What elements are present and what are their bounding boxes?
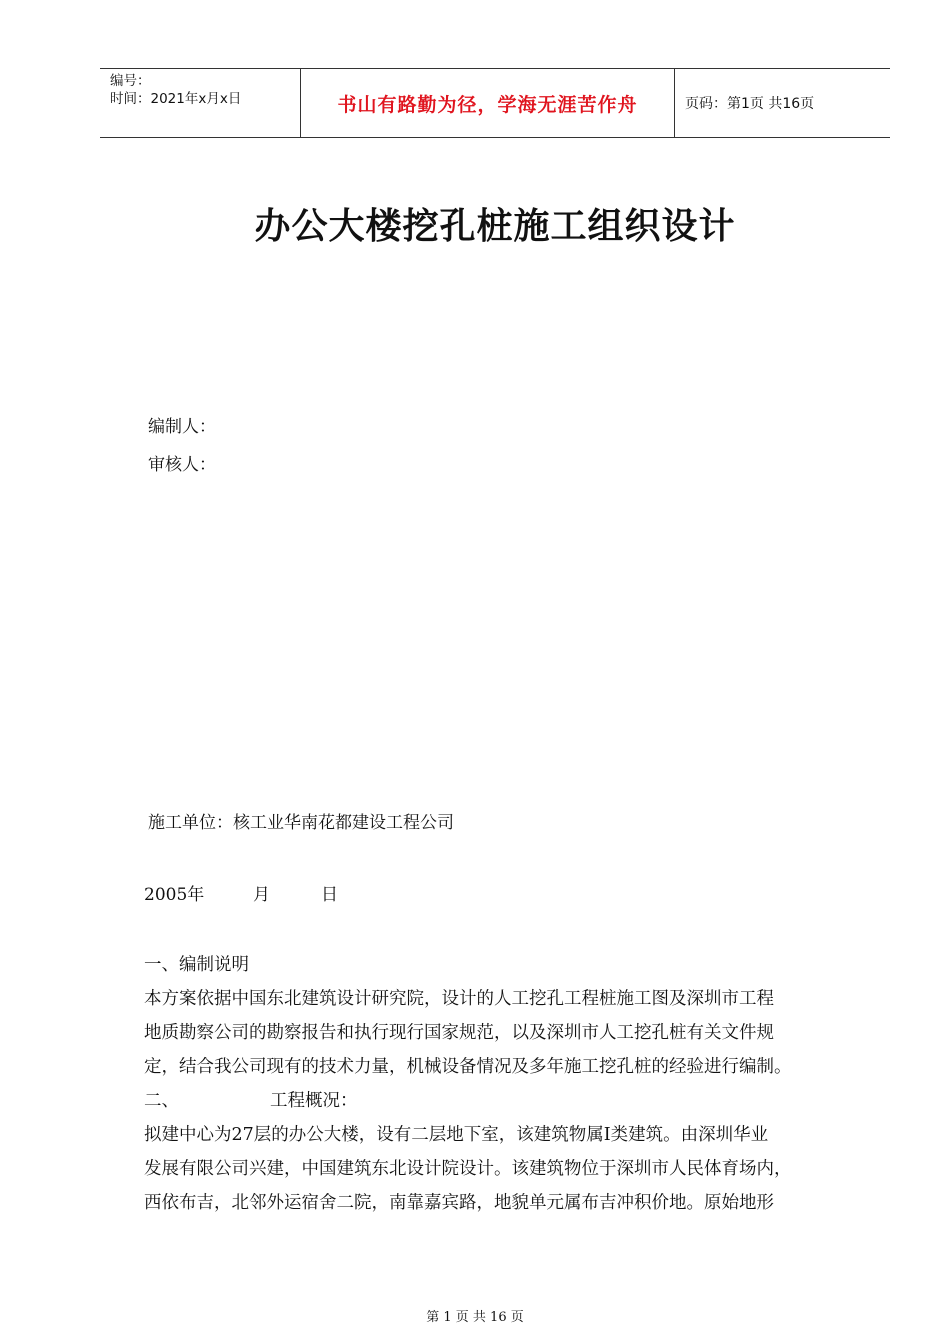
document-title: 办公大楼挖孔桩施工组织设计	[254, 206, 736, 247]
reviewer-label: 审核人：	[148, 455, 216, 475]
section1-line: 地质勘察公司的勘察报告和执行现行国家规范，以及深圳市人工挖孔桩有关文件规	[144, 1023, 774, 1043]
construction-unit: 施工单位：核工业华南花都建设工程公司	[148, 813, 454, 833]
time-label: 时间：2021年x月x日	[110, 91, 242, 107]
compiler-label: 编制人：	[148, 417, 216, 437]
date-month: 月	[253, 885, 270, 905]
section1-line: 本方案依据中国东北建筑设计研究院，设计的人工挖孔工程桩施工图及深圳市工程	[144, 989, 774, 1009]
section2-number: 二、	[144, 1091, 179, 1111]
date-day: 日	[321, 885, 338, 905]
section2-heading-row	[144, 1084, 864, 1118]
section1-line: 定，结合我公司现有的技术力量，机械设备情况及多年施工挖孔桩的经验进行编制。	[144, 1057, 792, 1077]
section2-line: 发展有限公司兴建，中国建筑东北设计院设计。该建筑物位于深圳市人民体育场内，	[144, 1159, 792, 1179]
section2-line: 拟建中心为27层的办公大楼，设有二层地下室，该建筑物属Ⅰ类建筑。由深圳华业	[144, 1125, 769, 1145]
header-table	[100, 68, 890, 138]
header-page-info: 页码：第1页 共16页	[685, 96, 815, 112]
body-text	[144, 948, 864, 1220]
number-label: 编号：	[110, 73, 151, 89]
header-left-cell	[100, 69, 301, 137]
section2-heading: 工程概况：	[270, 1091, 358, 1111]
section2-line: 西依布吉，北邻外运宿舍二院，南靠嘉宾路，地貌单元属布吉冲积价地。原始地形	[144, 1193, 774, 1213]
date-year: 2005年	[144, 885, 205, 905]
page-footer: 第 1 页 共 16 页	[426, 1310, 524, 1325]
section1-heading: 一、编制说明	[144, 955, 249, 975]
header-motto: 书山有路勤为径，学海无涯苦作舟	[301, 69, 675, 137]
